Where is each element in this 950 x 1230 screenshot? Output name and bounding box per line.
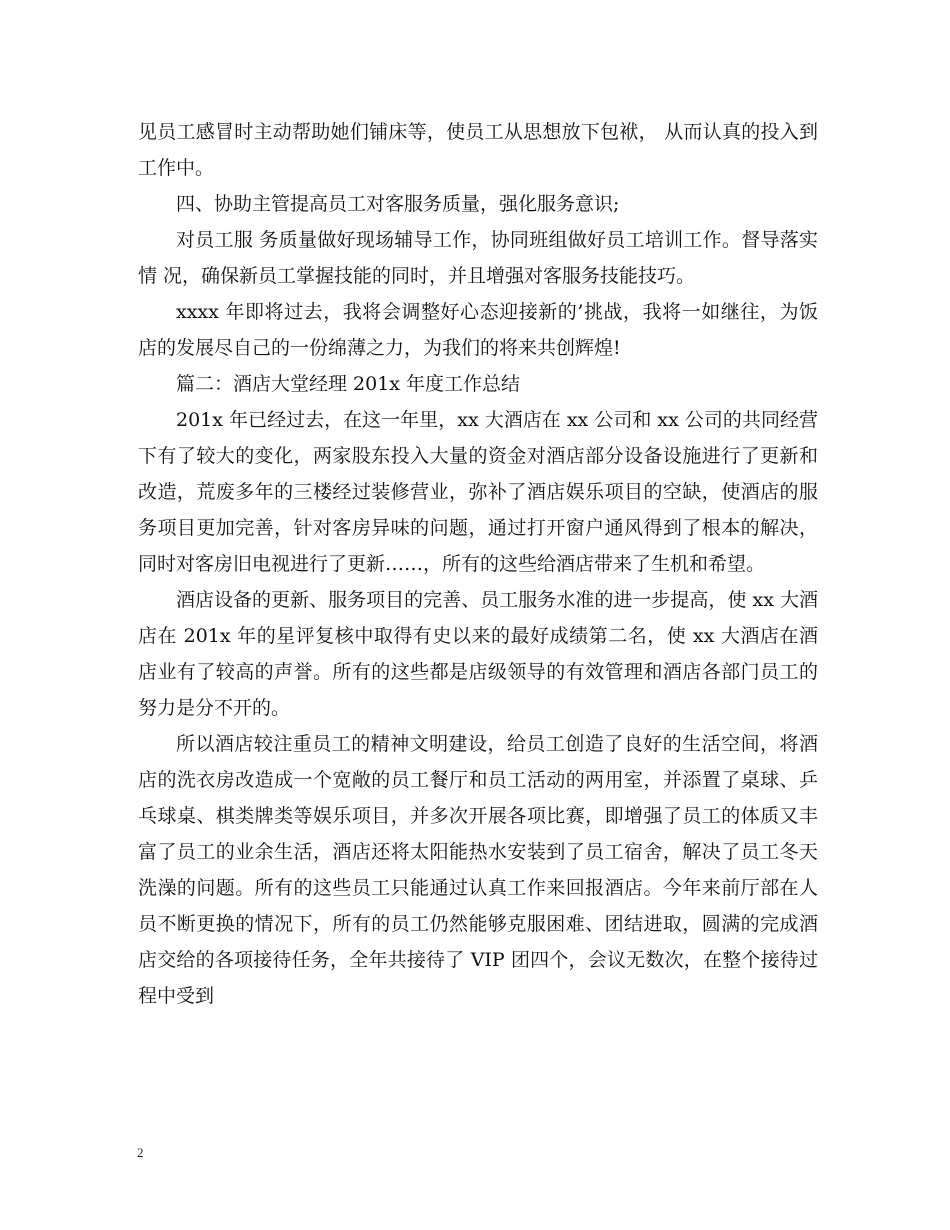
paragraph: 201x 年已经过去，在这一年里，xx 大酒店在 xx 公司和 xx 公司的共同经营下有了较大的变化，两家股东投入大量的资金对酒店部分设备设施进行了更新和改造，荒废多年的三楼经过装修营业，弥补了酒店娱乐项目的空缺，使酒店的服务项目更加完善，针对客房异味的问题，通过打开窗户通风得到了根本的解决，同时对客房旧电视进行了更新……，所有的这些给酒店带来了生机和希望。: [138, 409, 818, 575]
paragraph: 酒店设备的更新、服务项目的完善、员工服务水准的进一步提高，使 xx 大酒店在 201x 年的星评复核中取得有史以来的最好成绩第二名，使 xx 大酒店在酒店业有了较高的声誉。所有的这些都是店级领导的有效管理和酒店各部门员工的努力是分不开的。: [138, 589, 818, 719]
page-number: 2: [137, 1145, 144, 1160]
paragraph-continuation: 见员工感冒时主动帮助她们铺床等，使员工从思想放下包袱， 从而认真的投入到工作中。: [138, 121, 818, 179]
paragraph: 对员工服 务质量做好现场辅导工作，协同班组做好员工培训工作。督导落实情 况，确保新员工掌握技能的同时，并且增强对客服务技能技巧。: [138, 229, 818, 287]
paragraph: xxxx 年即将过去，我将会调整好心态迎接新的’挑战，我将一如继往，为饭店的发展尽自己的一份绵薄之力，为我们的将来共创辉煌!: [138, 301, 818, 359]
paragraph-chapter-title: 篇二：酒店大堂经理 201x 年度工作总结: [176, 373, 521, 395]
body-text: [138, 114, 818, 1014]
paragraph-section-heading: 四、协助主管提高员工对客服务质量，强化服务意识;: [176, 193, 620, 215]
paragraph: 所以酒店较注重员工的精神文明建设，给员工创造了良好的生活空间，将酒店的洗衣房改造成一个宽敞的员工餐厅和员工活动的两用室，并添置了桌球、乒乓球桌、棋类牌类等娱乐项目，并多次开展各项比赛，即增强了员工的体质又丰富了员工的业余生活，酒店还将太阳能热水安装到了员工宿舍，解决了员工冬天洗澡的问题。所有的这些员工只能通过认真工作来回报酒店。今年来前厅部在人员不断更换的情况下，所有的员工仍然能够克服困难、团结进取，圆满的完成酒店交给的各项接待任务，全年共接待了 VIP 团四个，会议无数次，在整个接待过程中受到: [138, 733, 818, 1007]
